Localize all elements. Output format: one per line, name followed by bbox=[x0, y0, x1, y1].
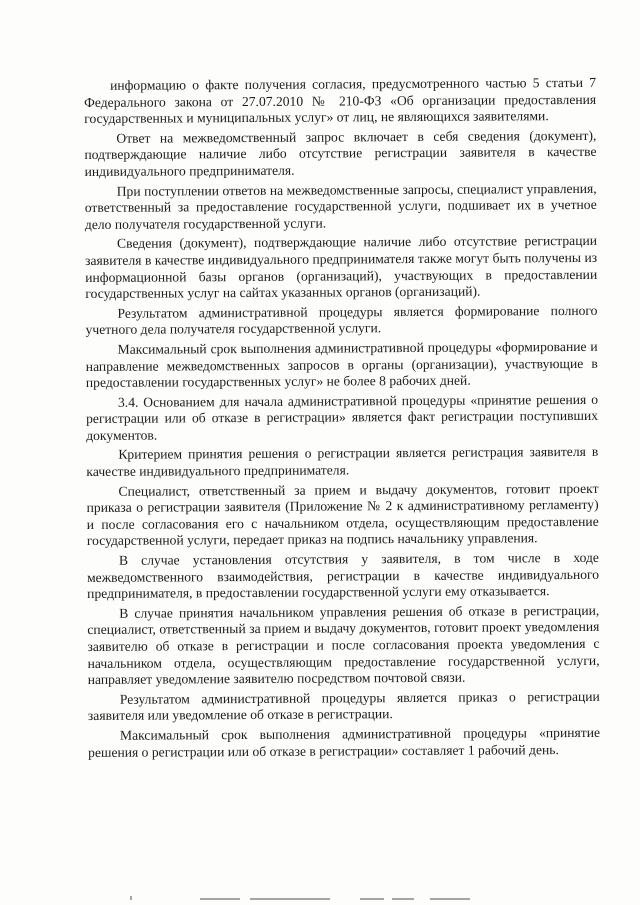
paragraph-info-base: Сведения (документ), подтверждающие наличие либо отсутствие регистрации заявителя в качестве индивидуального предпринимателя также могут быть получены из информационной базы органов (организаций), участвующих в предоставлении государственных услуг на сайтах указанных органов (организаций). bbox=[85, 233, 598, 302]
scan-mark bbox=[430, 898, 470, 900]
paragraph-decision-criterion: Критерием принятия решения о регистрации является регистрация заявителя в качестве индивидуального предпринимателя. bbox=[86, 444, 599, 480]
paragraph-refusal-notice: В случае принятия начальником управления решения об отказе в регистрации, специалист, ответственный за прием и выдачу документов, готовит проект уведомления заявителю об отказе в регистрации и после согласования проекта уведомления с начальником отдела, осуществляющим предоставление государственной услуги, направляет уведомление заявителю посредством почтовой связи. bbox=[87, 602, 600, 688]
paragraph-max-term-requests: Максимальный срок выполнения административной процедуры «формирование и направление межведомственных запросов в органы (организации), участвующие в предоставлении государственных услуг» не более 8 рабочих дней. bbox=[85, 338, 598, 391]
paragraph-refusal-case: В случае установления отсутствия у заявителя, в том числе в ходе межведомственного взаимодействия, регистрации в качестве индивидуального предпринимателя, в предоставлении государственной услуги ему отказывается. bbox=[87, 549, 600, 602]
scan-mark bbox=[392, 898, 414, 900]
scan-mark bbox=[360, 898, 384, 900]
paragraph-filing-responses: При поступлении ответов на межведомственные запросы, специалист управления, ответственный за предоставление государственной услуги, подшивает их в учетное дело получателя государственной услуги. bbox=[84, 180, 597, 232]
paragraph-section-3-4: 3.4. Основанием для начала административной процедуры «принятие решения о регистрации или об отказе в регистрации» является факт регистрации поступивших документов. bbox=[86, 391, 599, 443]
scan-mark bbox=[200, 898, 240, 900]
scan-mark bbox=[130, 896, 132, 900]
document-body bbox=[84, 75, 600, 764]
paragraph-response-content: Ответ на межведомственный запрос включает в себя сведения (документ), подтверждающие наличие либо отсутствие регистрации заявителя в качестве индивидуального предпринимателя. bbox=[84, 127, 597, 179]
paragraph-procedure-result: Результатом административной процедуры является формирование полного учетного дела получателя государственной услуги. bbox=[85, 302, 598, 338]
scan-edge-marks bbox=[130, 896, 550, 902]
paragraph-consent-info: информацию о факте получения согласия, предусмотренного частью 5 статьи 7 Федерального закона от 27.07.2010 № 210-ФЗ «Об организации предоставления государственных и муниципальных услуг» от лиц, не являющихся заявителями. bbox=[84, 74, 597, 127]
scan-mark bbox=[250, 898, 330, 900]
paragraph-max-term-decision: Максимальный срок выполнения административной процедуры «принятие решения о регистрации или об отказе в регистрации» составляет 1 рабочий день. bbox=[88, 724, 601, 760]
paragraph-draft-order: Специалист, ответственный за прием и выдачу документов, готовит проект приказа о регистрации заявителя (Приложение № 2 к административному регламенту) и после согласования его с начальником отдела, осуществляющим предоставление государственной услуги, передает приказ на подпись начальнику управления. bbox=[86, 480, 599, 549]
paragraph-decision-result: Результатом административной процедуры является приказ о регистрации заявителя или уведомление об отказе в регистрации. bbox=[87, 688, 600, 724]
